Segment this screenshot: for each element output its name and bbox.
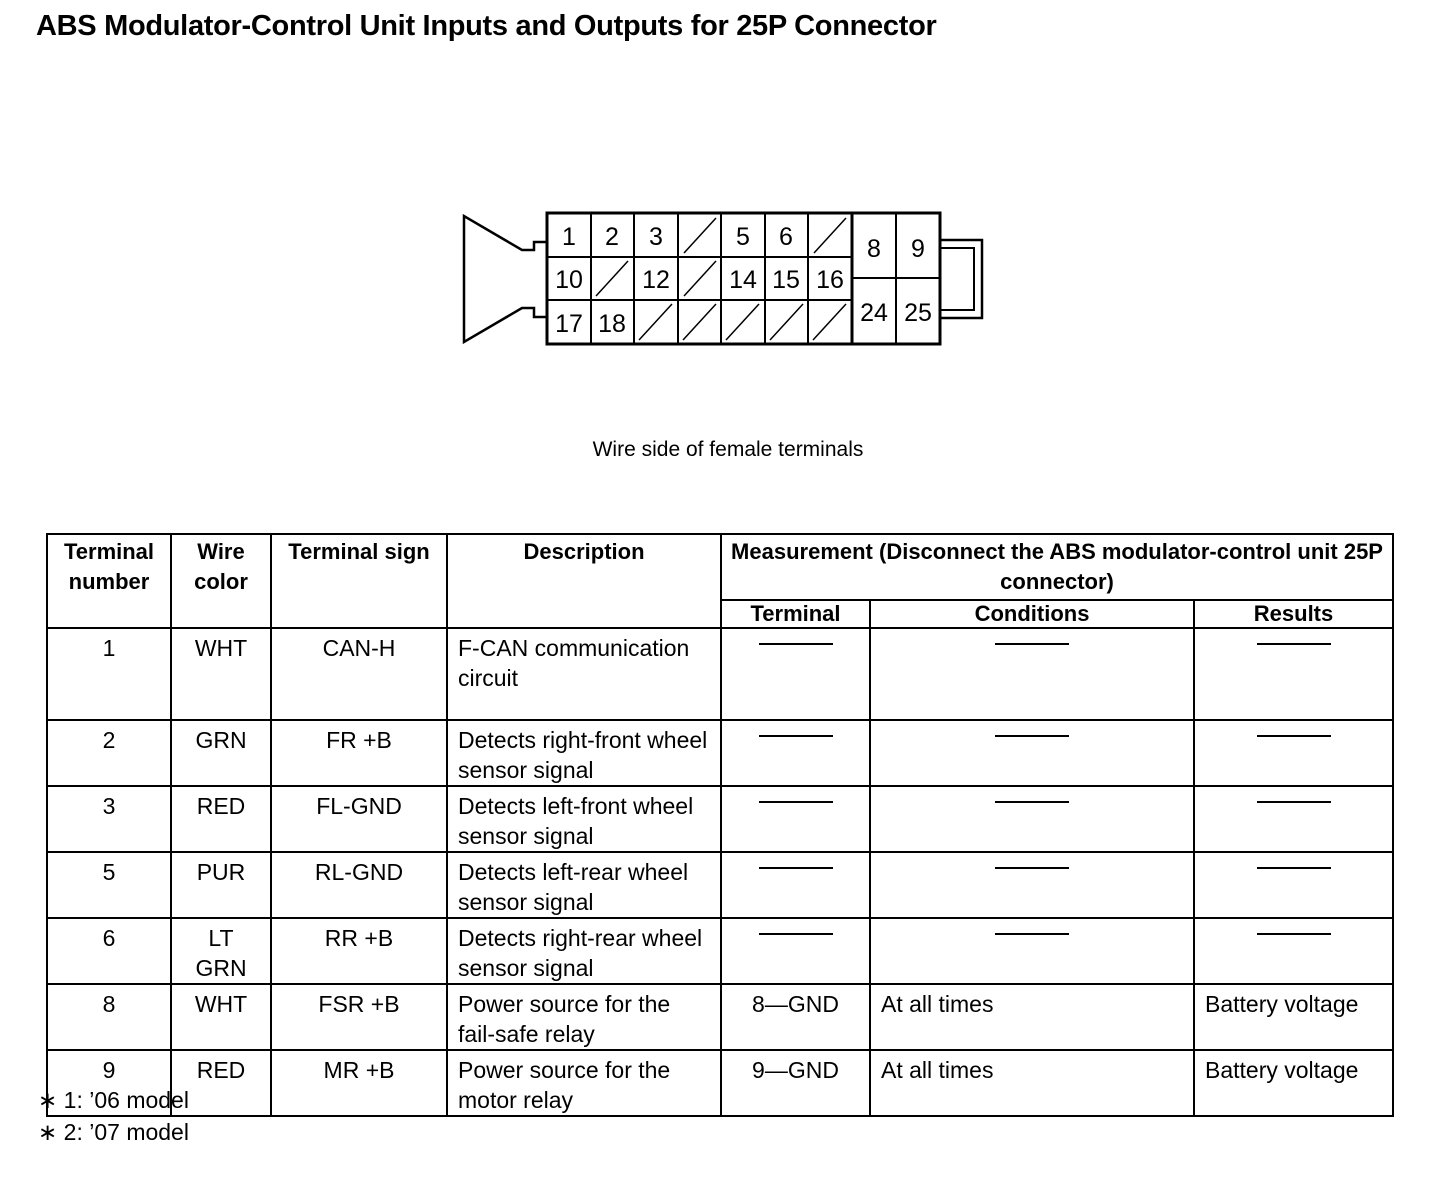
cell-results <box>1194 720 1393 786</box>
cell-conditions <box>870 786 1194 852</box>
terminal-label: 2 <box>605 223 619 251</box>
terminal-label: 6 <box>779 223 793 251</box>
not-applicable-dash <box>1257 801 1331 803</box>
cell-results <box>1194 786 1393 852</box>
cell-terminal-number: 9 <box>47 1050 171 1116</box>
table-row <box>47 918 1393 984</box>
cell-description: Detects right-rear wheel sensor signal <box>447 918 721 984</box>
cell-terminal-sign: CAN-H <box>271 628 447 720</box>
cell-terminal <box>721 786 870 852</box>
not-applicable-dash <box>759 801 833 803</box>
cell-conditions <box>870 720 1194 786</box>
not-applicable-dash <box>995 933 1069 935</box>
cell-wire-color: PUR <box>171 852 271 918</box>
cell-results <box>1194 628 1393 720</box>
table-row <box>47 628 1393 720</box>
table-row <box>47 786 1393 852</box>
cell-terminal-number: 6 <box>47 918 171 984</box>
not-applicable-dash <box>995 735 1069 737</box>
footnote-1: ∗ 1: ’06 model <box>38 1087 189 1113</box>
not-applicable-dash <box>995 867 1069 869</box>
not-applicable-dash <box>1257 933 1331 935</box>
cell-description: F-CAN communication circuit <box>447 628 721 720</box>
cell-conditions <box>870 918 1194 984</box>
table-row <box>47 984 1393 1050</box>
cell-terminal-sign: MR +B <box>271 1050 447 1116</box>
not-applicable-dash <box>759 735 833 737</box>
terminal-label: 1 <box>562 223 576 251</box>
cell-wire-color: RED <box>171 1050 271 1116</box>
cell-description: Power source for the motor relay <box>447 1050 721 1116</box>
terminal-label: 25 <box>904 299 932 327</box>
terminal-label: 24 <box>860 299 888 327</box>
cell-terminal-number: 1 <box>47 628 171 720</box>
not-applicable-dash <box>759 643 833 645</box>
cell-description: Power source for the fail-safe relay <box>447 984 721 1050</box>
terminal-label: 8 <box>867 235 881 263</box>
terminal-label: 5 <box>736 223 750 251</box>
connector-caption: Wire side of female terminals <box>592 438 864 461</box>
terminal-label: 17 <box>555 310 583 338</box>
not-applicable-dash <box>759 933 833 935</box>
header-description: Description <box>447 534 721 628</box>
not-applicable-dash <box>1257 735 1331 737</box>
terminal-label: 3 <box>649 223 663 251</box>
terminal-label: 15 <box>772 266 800 294</box>
cell-terminal: 8—GND <box>721 984 870 1050</box>
cell-description: Detects right-front wheel sensor signal <box>447 720 721 786</box>
cell-conditions <box>870 628 1194 720</box>
cell-wire-color: RED <box>171 786 271 852</box>
cell-terminal-sign: RL-GND <box>271 852 447 918</box>
cell-conditions <box>870 852 1194 918</box>
terminal-label: 12 <box>642 266 670 294</box>
cell-terminal-sign: FL-GND <box>271 786 447 852</box>
cell-terminal-sign: RR +B <box>271 918 447 984</box>
cell-wire-color: GRN <box>171 720 271 786</box>
cell-terminal-number: 2 <box>47 720 171 786</box>
header-measurement: Measurement (Disconnect the ABS modulator-control unit 25P connector) <box>721 534 1393 600</box>
cell-conditions: At all times <box>870 984 1194 1050</box>
cell-wire-color: LT GRN <box>171 918 271 984</box>
cell-results: Battery voltage <box>1194 1050 1393 1116</box>
table-row <box>47 720 1393 786</box>
cell-wire-color: WHT <box>171 628 271 720</box>
not-applicable-dash <box>1257 643 1331 645</box>
cell-terminal-sign: FSR +B <box>271 984 447 1050</box>
header-terminal-sign: Terminal sign <box>271 534 447 628</box>
cell-results: Battery voltage <box>1194 984 1393 1050</box>
not-applicable-dash <box>1257 867 1331 869</box>
header-terminal-number: Terminal number <box>47 534 171 628</box>
cell-terminal-number: 3 <box>47 786 171 852</box>
header-wire-color: Wire color <box>171 534 271 628</box>
cell-results <box>1194 918 1393 984</box>
cell-wire-color: WHT <box>171 984 271 1050</box>
terminal-label: 10 <box>555 266 583 294</box>
cell-conditions: At all times <box>870 1050 1194 1116</box>
header-conditions: Conditions <box>870 600 1194 628</box>
footnote-2: ∗ 2: ’07 model <box>38 1119 189 1145</box>
terminal-label: 18 <box>598 310 626 338</box>
cell-terminal: 9—GND <box>721 1050 870 1116</box>
cell-terminal <box>721 628 870 720</box>
table-row <box>47 852 1393 918</box>
cell-description: Detects left-rear wheel sensor signal <box>447 852 721 918</box>
terminal-label: 14 <box>729 266 757 294</box>
terminal-label: 9 <box>911 235 925 263</box>
footnotes <box>38 1084 189 1148</box>
table-row <box>47 1050 1393 1116</box>
cell-description: Detects left-front wheel sensor signal <box>447 786 721 852</box>
io-table <box>46 533 1394 1117</box>
cell-results <box>1194 852 1393 918</box>
not-applicable-dash <box>759 867 833 869</box>
cell-terminal <box>721 852 870 918</box>
cell-terminal-number: 8 <box>47 984 171 1050</box>
cell-terminal-sign: FR +B <box>271 720 447 786</box>
header-results: Results <box>1194 600 1393 628</box>
not-applicable-dash <box>995 643 1069 645</box>
cell-terminal <box>721 918 870 984</box>
cell-terminal-number: 5 <box>47 852 171 918</box>
not-applicable-dash <box>995 801 1069 803</box>
connector-diagram <box>462 210 992 350</box>
page-title: ABS Modulator-Control Unit Inputs and Outputs for 25P Connector <box>36 10 937 42</box>
header-terminal: Terminal <box>721 600 870 628</box>
cell-terminal <box>721 720 870 786</box>
terminal-label: 16 <box>816 266 844 294</box>
